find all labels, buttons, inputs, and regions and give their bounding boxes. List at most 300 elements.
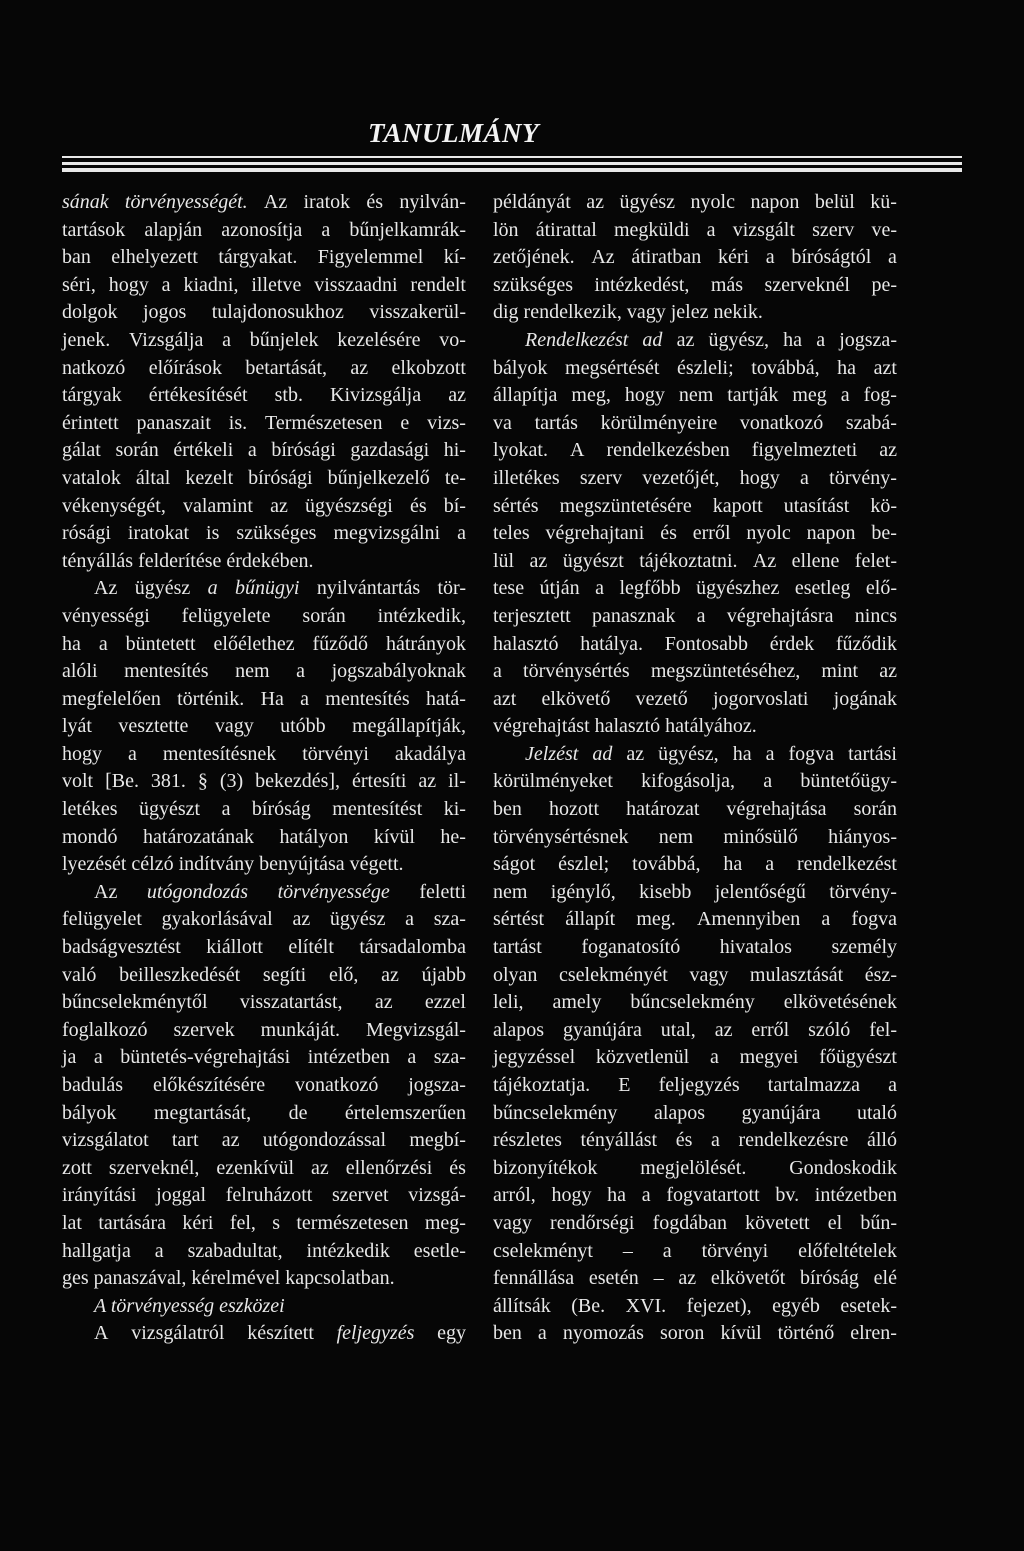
word: cselekményét xyxy=(559,963,668,986)
word: Az xyxy=(752,549,777,572)
text-line xyxy=(493,327,897,355)
word: megyei xyxy=(739,1046,799,1069)
word: az xyxy=(221,1129,240,1152)
word: teles xyxy=(493,522,530,545)
word: újabb xyxy=(421,963,466,986)
word: tárgyakat. xyxy=(218,246,298,269)
word: visszakerül- xyxy=(369,301,466,324)
text-line xyxy=(493,989,897,1017)
text-line xyxy=(493,437,897,465)
text-line xyxy=(62,686,466,714)
word: a xyxy=(800,466,809,489)
word: bályok xyxy=(493,356,548,379)
word: esetleg xyxy=(794,577,851,600)
word: a xyxy=(222,328,231,351)
word: jogszabályoknak xyxy=(331,660,466,683)
word: az xyxy=(879,660,897,683)
text-line xyxy=(493,272,897,300)
word: sának xyxy=(62,191,109,213)
word: is xyxy=(206,522,220,545)
word: il- xyxy=(448,770,466,793)
word: vényességi xyxy=(62,604,150,627)
word: kéri xyxy=(182,1211,214,1234)
word: azt xyxy=(873,356,897,379)
word: elő- xyxy=(865,577,897,600)
word: figyelmezteti xyxy=(751,439,858,462)
text-line xyxy=(62,768,466,796)
text-line xyxy=(493,189,897,217)
text-line xyxy=(493,1293,897,1321)
word: szerv xyxy=(579,466,623,489)
word: fogva xyxy=(851,908,897,931)
word: a xyxy=(763,770,773,793)
word: tör- xyxy=(437,577,466,600)
word: megszüntetésére xyxy=(559,494,692,517)
word: ben xyxy=(493,1322,522,1345)
word: intézkedik xyxy=(306,1239,390,1262)
word: natkozó xyxy=(62,356,126,379)
word: intézkedést, xyxy=(594,273,690,296)
word: belül xyxy=(814,191,855,213)
word: határozat xyxy=(626,798,700,821)
word: mentesítés xyxy=(325,687,410,710)
word: a xyxy=(296,660,305,683)
word: – xyxy=(622,1239,633,1262)
word: minősülő xyxy=(723,825,798,848)
word: törvényi xyxy=(302,742,369,765)
word: történik. xyxy=(177,687,245,710)
word: hallgatja xyxy=(62,1239,131,1262)
word: hogy xyxy=(108,273,149,296)
word: tulajdonosukhoz xyxy=(211,301,344,324)
word: mentesítésnek xyxy=(162,742,277,765)
text-line xyxy=(493,879,897,907)
word: és xyxy=(660,522,677,545)
word: a xyxy=(821,908,831,931)
word: zetőjének. xyxy=(493,246,575,269)
word: körülményeket xyxy=(493,770,613,793)
word: zott xyxy=(62,1156,92,1179)
text-line xyxy=(62,1238,466,1266)
word: sértés xyxy=(493,494,539,517)
word: kiállott xyxy=(206,936,263,959)
word: szerv xyxy=(812,218,855,241)
text-line xyxy=(62,520,466,548)
text-line xyxy=(493,1155,897,1183)
word: szóló xyxy=(808,1018,851,1041)
word: kí- xyxy=(443,246,466,269)
word: bíróság xyxy=(800,1267,859,1290)
text-line xyxy=(62,382,466,410)
word: visszaadni xyxy=(314,273,398,296)
word: igénylő, xyxy=(550,880,616,903)
word: a xyxy=(710,1129,720,1152)
word: rendelkezésben xyxy=(606,439,730,462)
text-line xyxy=(493,631,897,659)
word: az xyxy=(350,356,369,379)
text-line xyxy=(62,217,466,245)
text-line xyxy=(62,879,466,907)
word: mentesítést xyxy=(332,798,423,821)
word: hiányos- xyxy=(828,825,897,848)
word: példányát xyxy=(493,191,571,213)
word: nem xyxy=(235,660,270,683)
text-line xyxy=(493,1127,897,1155)
word: rendelt xyxy=(410,273,466,296)
word: tartási xyxy=(848,742,897,765)
word: bűncselekmény xyxy=(630,991,755,1014)
word: meg, xyxy=(571,384,611,407)
word: a xyxy=(161,273,171,296)
word: fűződő xyxy=(312,632,369,655)
header-rule xyxy=(62,162,962,165)
text-line xyxy=(493,1265,897,1293)
text-line: dig rendelkezik, vagy jelez nekik. xyxy=(493,301,763,324)
word: panaszait xyxy=(136,411,211,434)
word: az xyxy=(676,328,695,351)
word: elítélt xyxy=(288,936,334,959)
word: vékenységét, xyxy=(62,494,166,517)
word: bűnjelkezelő xyxy=(327,466,430,489)
word: nyomozás xyxy=(562,1322,644,1345)
text-line xyxy=(493,217,897,245)
text-line xyxy=(62,962,466,990)
word: fog- xyxy=(863,384,897,407)
word: utasítást xyxy=(783,494,850,517)
word: bűnjelkamrák- xyxy=(349,218,466,241)
word: bályok xyxy=(62,1101,117,1124)
word: lyát xyxy=(62,715,92,738)
text-line xyxy=(62,272,466,300)
word: ben xyxy=(493,798,522,821)
word: a xyxy=(641,1184,651,1207)
word: az xyxy=(374,991,393,1014)
word: vagy xyxy=(493,1211,532,1234)
text-line xyxy=(62,989,466,1017)
section-title: TANULMÁNY xyxy=(368,118,540,148)
word: Fontosabb xyxy=(664,632,749,655)
word: mondó xyxy=(62,825,118,848)
text-line xyxy=(62,327,466,355)
word: részletes xyxy=(493,1129,562,1152)
word: értékeli xyxy=(173,439,234,462)
text-line xyxy=(62,299,466,327)
word: bekezdés], xyxy=(255,770,341,793)
word: bírósági xyxy=(271,439,336,462)
word: hivatalos xyxy=(719,936,792,959)
word: Az xyxy=(591,246,615,269)
word: az xyxy=(879,439,897,462)
word: Figyelemmel xyxy=(317,246,424,269)
word: lül xyxy=(493,549,515,572)
word: soron xyxy=(659,1322,705,1345)
word: a xyxy=(696,604,706,627)
word: kü- xyxy=(870,191,897,213)
word: érdek xyxy=(769,632,815,655)
word: ha xyxy=(732,742,752,765)
word: vizsgált xyxy=(732,218,795,241)
word: elkobzott xyxy=(391,356,466,379)
word: a xyxy=(537,1322,547,1345)
word: terjesztett xyxy=(493,604,571,627)
word: segíti xyxy=(262,963,307,986)
word: erről xyxy=(692,522,731,545)
word: intézkedik, xyxy=(377,604,466,627)
word: halasztó xyxy=(493,632,559,655)
word: munkáját. xyxy=(260,1018,341,1041)
word: Rendelkezést xyxy=(525,328,629,351)
text-line xyxy=(493,465,897,493)
word: – xyxy=(653,1267,664,1290)
word: feljegyzés xyxy=(336,1322,415,1345)
text-line xyxy=(493,741,897,769)
word: kívül xyxy=(720,1322,762,1345)
word: fel, xyxy=(229,1211,256,1234)
word: fogva xyxy=(788,742,835,765)
text-column-left xyxy=(62,189,466,1348)
word: átiratban xyxy=(631,246,702,269)
word: jogorvoslati xyxy=(712,687,809,710)
word: szervek xyxy=(173,1018,235,1041)
text-line xyxy=(493,1182,897,1210)
text-line xyxy=(493,1044,897,1072)
word: elő, xyxy=(328,963,359,986)
word: ha xyxy=(837,356,857,379)
word: utaló xyxy=(857,1101,897,1124)
word: tese xyxy=(493,577,525,600)
word: utóbb xyxy=(280,715,326,738)
word: közvetlenül xyxy=(595,1046,690,1069)
word: rendelkezésre xyxy=(738,1129,849,1152)
word: felügyelete xyxy=(181,604,271,627)
word: sértést xyxy=(493,908,545,931)
word: ügyész xyxy=(134,577,191,600)
word: lön xyxy=(493,218,519,241)
word: visszatartást, xyxy=(239,991,343,1014)
word: ügyész, xyxy=(708,328,770,351)
word: bűn- xyxy=(860,1211,897,1234)
word: ügyészt xyxy=(562,549,624,572)
word: tartalmazza xyxy=(767,1074,860,1096)
word: esetén xyxy=(588,1267,639,1290)
word: mentesítés xyxy=(124,660,209,683)
word: ezzel xyxy=(424,991,466,1014)
word: iratok xyxy=(303,191,351,213)
word: sza- xyxy=(433,908,466,931)
word: előírások xyxy=(148,356,222,379)
word: tájékoztatja. xyxy=(493,1074,591,1096)
section-subheading: A törvényesség eszközei xyxy=(94,1294,285,1317)
word: gyanújára xyxy=(563,1018,642,1041)
text-line xyxy=(493,1210,897,1238)
word: kifogásolja, xyxy=(641,770,736,793)
word: törvényességét. xyxy=(124,191,248,213)
word: jegyzéssel xyxy=(493,1046,576,1069)
text-line xyxy=(62,575,466,603)
word: hogy xyxy=(624,384,665,407)
word: E xyxy=(618,1074,631,1096)
text-line xyxy=(62,355,466,383)
word: tényállást xyxy=(580,1129,658,1152)
word: határozatának xyxy=(143,825,255,848)
word: a xyxy=(405,908,415,931)
word: természetesen xyxy=(296,1211,409,1234)
word: irányítási xyxy=(62,1184,137,1207)
text-line xyxy=(493,355,897,383)
text-line xyxy=(62,410,466,438)
text-line xyxy=(493,1238,897,1266)
text-line: lyezését célzó indítvány benyújtása végett. xyxy=(62,853,404,876)
word: hátrányok xyxy=(385,632,466,655)
word: amely xyxy=(552,991,602,1014)
word: nyilvántartás xyxy=(316,577,421,600)
word: séri, xyxy=(62,273,96,296)
text-line xyxy=(62,713,466,741)
word: alapos xyxy=(653,1101,706,1124)
word: értesíti xyxy=(352,770,407,793)
word: s xyxy=(272,1211,281,1234)
word: (Be. xyxy=(571,1294,606,1317)
word: kapott xyxy=(712,494,763,517)
word: § xyxy=(197,770,208,793)
word: és xyxy=(449,1156,466,1179)
word: az xyxy=(270,494,288,517)
word: szükséges xyxy=(493,273,573,296)
word: A xyxy=(570,439,585,462)
word: valamint xyxy=(183,494,253,517)
word: is. xyxy=(228,411,248,434)
word: a xyxy=(207,577,218,600)
word: az xyxy=(678,1267,697,1290)
text-line xyxy=(493,851,897,879)
word: volt xyxy=(62,770,94,793)
word: nem xyxy=(658,825,694,848)
word: intézetben xyxy=(307,1046,390,1069)
word: nincs xyxy=(854,604,897,627)
word: ügyészségi xyxy=(305,494,393,517)
text-line xyxy=(493,768,897,796)
word: álló xyxy=(866,1129,897,1152)
text-line xyxy=(62,1072,466,1100)
word: megtartását, xyxy=(153,1101,252,1124)
word: útján xyxy=(539,577,580,600)
text-line xyxy=(62,658,466,686)
word: végrehajtásra xyxy=(726,604,834,627)
word: az xyxy=(311,1156,329,1179)
word: megjelölését. xyxy=(640,1156,747,1179)
word: a xyxy=(709,1046,719,1069)
word: vezető xyxy=(635,687,688,710)
word: letékes xyxy=(62,798,118,821)
word: ész- xyxy=(864,963,897,986)
word: az xyxy=(292,908,311,931)
word: ja xyxy=(62,1046,77,1069)
word: a xyxy=(840,384,850,407)
word: a xyxy=(300,687,310,710)
word: más xyxy=(710,273,744,296)
word: a xyxy=(247,439,257,462)
word: szükséges xyxy=(236,522,317,545)
word: hozott xyxy=(549,798,600,821)
text-line xyxy=(493,410,897,438)
text-line xyxy=(62,244,466,272)
word: a xyxy=(457,522,466,545)
text-line xyxy=(493,1100,897,1128)
word: kisebb xyxy=(639,880,692,903)
word: jenek. xyxy=(62,328,111,351)
word: a xyxy=(706,218,716,241)
word: személy xyxy=(831,936,897,959)
word: bizonyítékok xyxy=(493,1156,598,1179)
word: észleli; xyxy=(677,356,734,379)
word: fejezet), xyxy=(686,1294,752,1317)
word: ha xyxy=(723,853,743,876)
word: végrehajtani xyxy=(545,522,645,545)
word: bíróságtól xyxy=(791,246,872,269)
word: kezelt xyxy=(185,466,234,489)
word: Amennyiben xyxy=(696,908,801,931)
word: vonatkozó xyxy=(295,1074,379,1096)
word: vizsgá- xyxy=(408,1184,466,1207)
word: társadalomba xyxy=(359,936,466,959)
word: jogának xyxy=(833,687,897,710)
word: Gondoskodik xyxy=(789,1156,897,1179)
text-line xyxy=(493,796,897,824)
word: meg- xyxy=(424,1211,466,1234)
word: követett xyxy=(745,1211,810,1234)
word: mint xyxy=(821,660,859,683)
word: előfeltételek xyxy=(798,1239,897,1262)
text-line xyxy=(62,1210,466,1238)
word: be- xyxy=(871,522,897,545)
word: vagy xyxy=(689,963,729,986)
word: bűnügyi xyxy=(235,577,300,600)
text-line xyxy=(62,796,466,824)
word: törvény- xyxy=(829,466,897,489)
word: előélethez xyxy=(213,632,295,655)
word: akadálya xyxy=(394,742,466,765)
word: elhelyezett xyxy=(111,246,198,269)
text-line xyxy=(493,1320,897,1348)
word: történő xyxy=(777,1322,835,1345)
word: gyakorlásával xyxy=(161,908,273,931)
word: törvényi xyxy=(701,1239,769,1262)
word: a xyxy=(221,798,231,821)
word: az xyxy=(626,742,645,765)
word: bűncselekmény xyxy=(493,1101,618,1124)
word: foglalkozó xyxy=(62,1018,148,1041)
word: tartást xyxy=(493,936,542,959)
text-line xyxy=(493,686,897,714)
word: és xyxy=(366,191,384,213)
word: jogsza- xyxy=(839,328,897,351)
word: A xyxy=(94,1322,109,1345)
word: utógondozás xyxy=(146,880,249,903)
text-line xyxy=(62,934,466,962)
word: megbí- xyxy=(409,1129,466,1152)
text-line xyxy=(62,1100,466,1128)
word: feletti xyxy=(419,880,466,903)
word: leli, xyxy=(493,991,524,1014)
text-line xyxy=(62,437,466,465)
word: fogvatartott xyxy=(666,1184,760,1207)
word: foganatosító xyxy=(581,936,681,959)
word: gyanújára xyxy=(741,1101,821,1124)
word: megvizsgálni xyxy=(333,522,441,545)
text-line xyxy=(62,824,466,852)
word: átirattal xyxy=(535,218,597,241)
word: tárgyak xyxy=(62,384,122,407)
